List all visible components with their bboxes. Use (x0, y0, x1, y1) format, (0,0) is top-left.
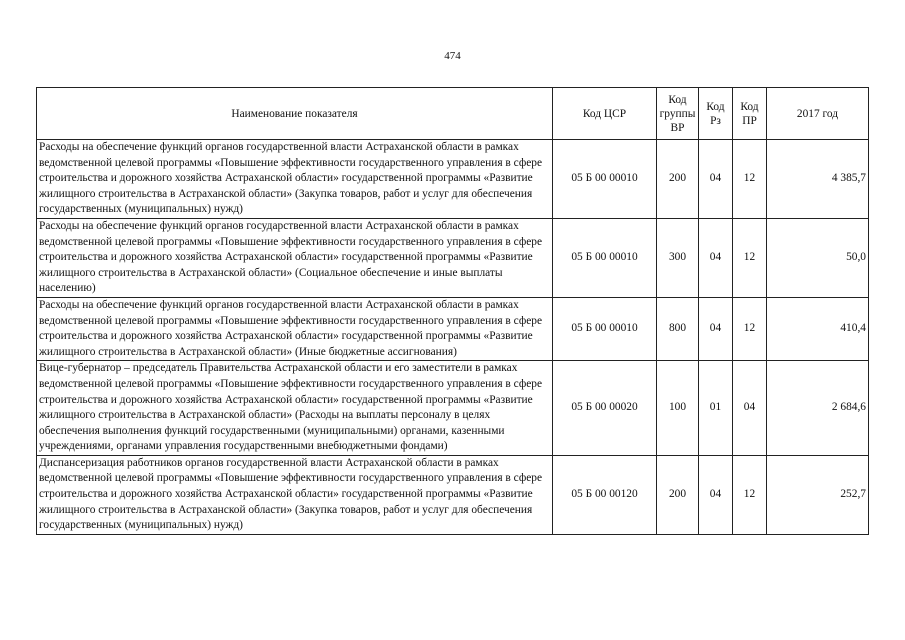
row-vr-code: 200 (657, 455, 699, 534)
header-csr-code: Код ЦСР (553, 88, 657, 140)
header-vr-line3: ВР (670, 121, 685, 134)
row-name: Расходы на обеспечение функций органов государственной власти Астраханской области в рамках ведомственной целевой программы «Повышение эффективности государственного управления в сфере строительства и дорожного хозяйства Астраханской области» государственной программы «Развитие жилищного строительства в Астраханской области» (Социальное обеспечение и иные выплаты населению) (37, 218, 553, 297)
row-csr-code: 05 Б 00 00010 (553, 297, 657, 360)
header-year-2017: 2017 год (767, 88, 869, 140)
row-pr-code: 12 (733, 297, 767, 360)
page-number: 474 (444, 50, 461, 62)
table-row (37, 361, 869, 456)
row-amount: 252,7 (767, 455, 869, 534)
row-name: Расходы на обеспечение функций органов государственной власти Астраханской области в рамках ведомственной целевой программы «Повышение эффективности государственного управления в сфере строительства и дорожного хозяйства Астраханской области» государственной программы «Развитие жилищного строительства в Астраханской области» (Закупка товаров, работ и услуг для обеспечения государственных (муниципальных) нужд) (37, 140, 553, 219)
row-amount: 50,0 (767, 218, 869, 297)
header-rz-line2: Рз (710, 114, 721, 127)
budget-table (36, 87, 869, 535)
table-row (37, 455, 869, 534)
table-header-row (37, 88, 869, 140)
row-vr-code: 100 (657, 361, 699, 456)
row-amount: 2 684,6 (767, 361, 869, 456)
row-vr-code: 800 (657, 297, 699, 360)
row-csr-code: 05 Б 00 00020 (553, 361, 657, 456)
header-rz-code (699, 88, 733, 140)
row-pr-code: 12 (733, 218, 767, 297)
row-csr-code: 05 Б 00 00010 (553, 218, 657, 297)
row-name: Диспансеризация работников органов государственной власти Астраханской области в рамках ведомственной целевой программы «Повышение эффективности государственного управления в сфере строительства и дорожного хозяйства Астраханской области» государственной программы «Развитие жилищного строительства в Астраханской области» (Закупка товаров, работ и услуг для обеспечения государственных (муниципальных) нужд) (37, 455, 553, 534)
row-amount: 410,4 (767, 297, 869, 360)
header-vr-code (657, 88, 699, 140)
header-name: Наименование показателя (37, 88, 553, 140)
header-pr-line1: Код (740, 100, 759, 113)
row-rz-code: 04 (699, 140, 733, 219)
row-csr-code: 05 Б 00 00120 (553, 455, 657, 534)
row-rz-code: 04 (699, 455, 733, 534)
header-pr-line2: ПР (742, 114, 757, 127)
row-pr-code: 12 (733, 455, 767, 534)
header-vr-line2: группы (659, 107, 696, 120)
row-rz-code: 04 (699, 297, 733, 360)
header-rz-line1: Код (706, 100, 725, 113)
table-row (37, 297, 869, 360)
row-amount: 4 385,7 (767, 140, 869, 219)
row-pr-code: 04 (733, 361, 767, 456)
row-csr-code: 05 Б 00 00010 (553, 140, 657, 219)
row-rz-code: 01 (699, 361, 733, 456)
header-pr-code (733, 88, 767, 140)
table-row (37, 218, 869, 297)
row-vr-code: 200 (657, 140, 699, 219)
row-rz-code: 04 (699, 218, 733, 297)
table-row (37, 140, 869, 219)
header-vr-line1: Код (668, 93, 687, 106)
row-vr-code: 300 (657, 218, 699, 297)
row-name: Вице-губернатор – председатель Правительства Астраханской области и его заместители в рамках ведомственной целевой программы «Повышение эффективности государственного управления в сфере строительства и дорожного хозяйства Астраханской области» государственной программы «Развитие жилищного строительства в Астраханской области» (Расходы на выплаты персоналу в целях обеспечения выполнения функций государственными (муниципальными) органами, казенными учреждениями, органами управления государственными внебюджетными фондами) (37, 361, 553, 456)
row-pr-code: 12 (733, 140, 767, 219)
row-name: Расходы на обеспечение функций органов государственной власти Астраханской области в рамках ведомственной целевой программы «Повышение эффективности государственного управления в сфере строительства и дорожного хозяйства Астраханской области» государственной программы «Развитие жилищного строительства в Астраханской области» (Иные бюджетные ассигнования) (37, 297, 553, 360)
